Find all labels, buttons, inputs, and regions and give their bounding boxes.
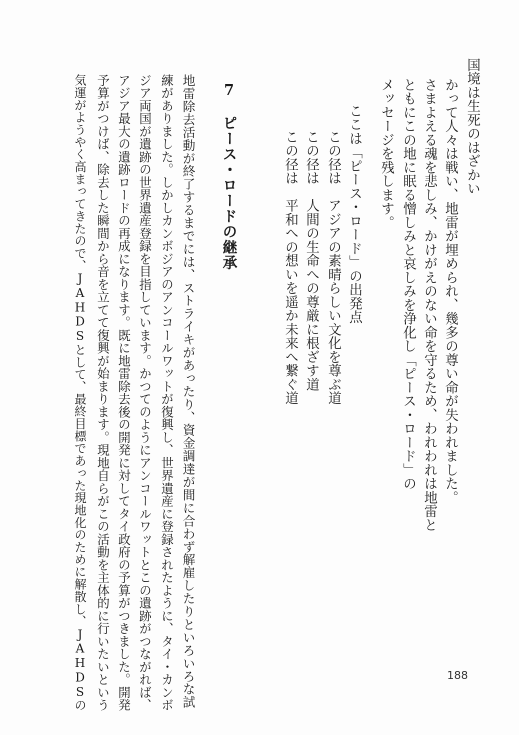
poem-line-7: この径は アジアの素晴らしい文化を尊ぶ道 xyxy=(325,130,341,405)
poem-line-1: 国境は生死のはざかい xyxy=(464,58,480,196)
page-number: 188 xyxy=(447,669,468,682)
body-line-2: 練がありました。しかしカンボジアのアンコールワットが復興し、世界遺産に登録されたように、タイ・カンボ xyxy=(159,74,175,712)
body-line-6: 気運がようやく高まってきたので、JAHDSとして、最終目標であった現地化のために解散し、JAHDSの xyxy=(73,74,87,712)
poem-line-4: ともにこの地に眠る憎しみと哀しみを浄化し「ピース・ロード」の xyxy=(400,78,416,491)
section-heading: 7 ピース・ロードの継承 xyxy=(220,82,238,271)
poem-line-5: メッセージを残します。 xyxy=(378,78,394,230)
poem-line-2: かって人々は戦い、地雷が埋められ、幾多の尊い命が失われました。 xyxy=(442,78,458,505)
poem-line-9: この径は 平和への想いを遥か未来へ繋ぐ道 xyxy=(282,130,298,405)
body-line-3: ジア両国が遺跡の世界遺産登録を目指しています。かつてのようにアンコールワットとこの遺跡がつながれば、 xyxy=(137,74,153,712)
body-line-1: 地雷除去活動が終了するまでには、ストライキがあったり、資金調達が間に合わず解雇したりといろいろな試 xyxy=(180,74,196,709)
poem-line-3: さまよえる魂を悲しみ、かけがえのない命を守るため、われわれは地雷と xyxy=(421,78,437,532)
poem-line-6: ここは「ピース・ロード」の出発点 xyxy=(346,104,362,324)
poem-line-8: この径は 人間の生命への尊厳に根ざす道 xyxy=(303,130,319,392)
body-line-4: アジア最大の遺跡ロードの再成になります。既に地雷除去後の開発に対してタイ政府の予算がつきました。開発 xyxy=(116,74,132,712)
body-line-5: 予算がつけば、除去した瞬間から音を立てて復興が始まります。現地自らがこの活動を主体的に行いたいという xyxy=(95,74,111,712)
